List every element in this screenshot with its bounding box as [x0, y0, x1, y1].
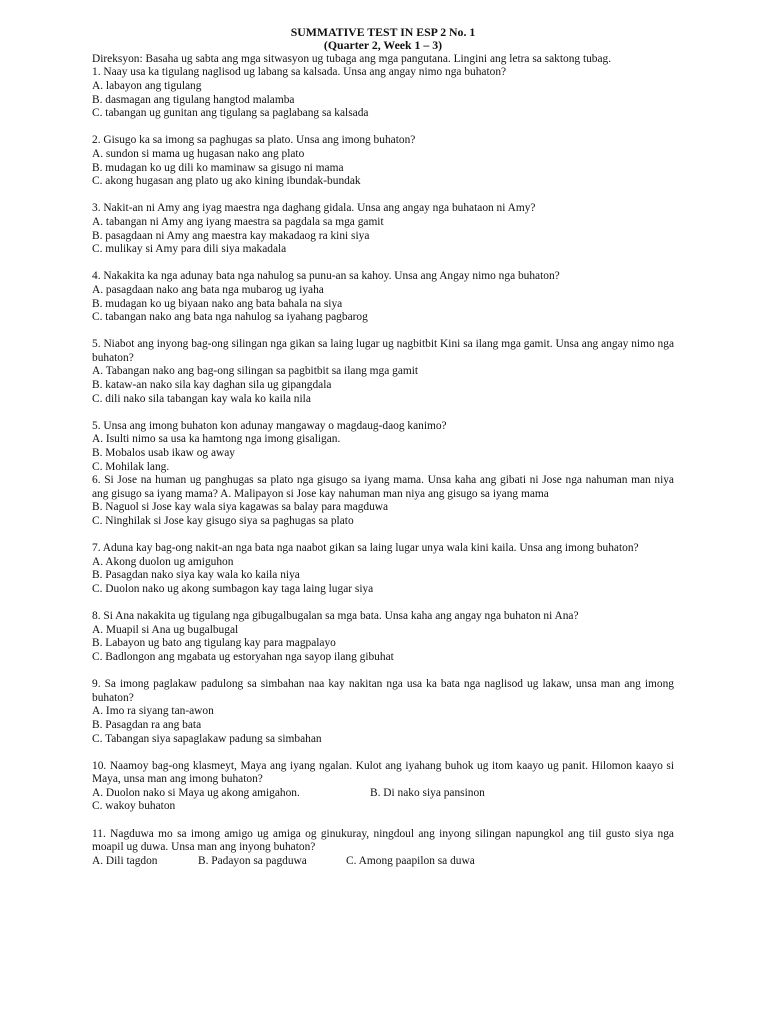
option-b: B. mudagan ko ug dili ko maminaw sa gisugo ni mama [92, 161, 344, 174]
question-11 [92, 828, 674, 869]
option-b: B. Pasagdan nako siya kay wala ko kaila niya [92, 569, 300, 582]
option-row [92, 855, 674, 869]
option-a: A. Isulti nimo sa usa ka hamtong nga imong gisaligan. [92, 433, 341, 446]
option-c: C. tabangan ug gunitan ang tigulang sa paglabang sa kalsada [92, 107, 369, 120]
option-b: B. Di nako siya pansinon [370, 786, 485, 799]
question-7 [92, 542, 674, 596]
question-9 [92, 678, 674, 746]
option-c: C. Among paapilon sa duwa [346, 854, 475, 867]
option-c: C. wakoy buhaton [92, 800, 176, 813]
option-c: C. Mohilak lang. [92, 460, 170, 473]
option-c: C. mulikay si Amy para dili siya makadala [92, 243, 287, 256]
question-6 [92, 474, 674, 528]
question-stem: 1. Naay usa ka tigulang naglisod ug labang sa kalsada. Unsa ang angay nimo nga buhaton? [92, 66, 507, 79]
option-b: B. Naguol si Jose kay wala siya kagawas sa balay para magduwa [92, 501, 389, 514]
question-stem: 5. Unsa ang imong buhaton kon adunay mangaway o magdaug-daog kanimo? [92, 419, 447, 432]
option-c: C. dili nako sila tabangan kay wala ko kaila nila [92, 392, 311, 405]
test-title: SUMMATIVE TEST IN ESP 2 No. 1 [290, 25, 476, 39]
option-c: C. Badlongon ang mgabata ug estoryahan nga sayop ilang gibuhat [92, 650, 394, 663]
option-a: A. Tabangan nako ang bag-ong silingan sa pagbitbit sa ilang mga gamit [92, 365, 419, 378]
option-a: A. sundon si mama ug hugasan nako ang plato [92, 147, 305, 160]
option-b: B. Pasagdan ra ang bata [92, 718, 202, 731]
option-c: C. Ninghilak si Jose kay gisugo siya sa paghugas sa plato [92, 515, 354, 527]
option-b: B. dasmagan ang tigulang hangtod malamba [92, 93, 295, 106]
option-b: B. Labayon ug bato ang tigulang kay para magpalayo [92, 637, 336, 650]
question-3 [92, 202, 674, 256]
question-stem: 6. Si Jose na human ug panghugas sa plato nga gisugo sa iyang mama. Unsa kaha ang gibati ni Jose nga nahuman man niya ang gisugo sa iyang mama? A. Malipayon si Jose kay nahuman man niya ang gisugo sa iyang mama [92, 474, 674, 500]
option-a: A. labayon ang tigulang [92, 80, 202, 92]
directions: Direksyon: Basaha ug sabta ang mga sitwasyon ug tubaga ang mga pangutana. Lingini ang letra sa saktong tubag. [92, 52, 612, 65]
option-a: A. Akong duolon ug amiguhon [92, 555, 234, 568]
option-b: B. Padayon sa pagduwa [198, 854, 307, 867]
option-b: B. mudagan ko ug biyaan nako ang bata bahala na siya [92, 297, 343, 310]
option-a: A. Imo ra siyang tan-awon [92, 705, 214, 718]
question-stem: 9. Sa imong paglakaw padulong sa simbahan naa kay nakitan nga usa ka bata nga naglisod ug lakaw, unsa man ang imong buhaton? [92, 678, 674, 704]
question-stem: 8. Si Ana nakakita ug tigulang nga gibugalbugalan sa mga bata. Unsa kaha ang angay nga buhaton ni Ana? [92, 610, 579, 623]
option-c: C. Duolon nako ug akong sumbagon kay taga laing lugar siya [92, 582, 374, 595]
option-row [92, 787, 674, 801]
question-8 [92, 610, 674, 664]
option-a: A. Duolon nako si Maya ug akong amigahon. [92, 786, 300, 799]
option-c: C. akong hugasan ang plato ug ako kining ibundak-bundak [92, 175, 361, 188]
option-a: A. Dili tagdon [92, 854, 158, 867]
question-2 [92, 134, 674, 188]
test-subtitle: (Quarter 2, Week 1 – 3) [323, 38, 443, 53]
option-c: C. tabangan nako ang bata nga nahulog sa iyahang pagbarog [92, 311, 368, 324]
option-a: A. pasagdaan nako ang bata nga mubarog ug iyaha [92, 283, 324, 296]
option-a: A. tabangan ni Amy ang iyang maestra sa pagdala sa mga gamit [92, 215, 384, 228]
question-stem: 10. Naamoy bag-ong klasmeyt, Maya ang iyang ngalan. Kulot ang iyahang buhok ug itom kaayo ug panit. Hilomon kaayo si Maya, unsa man ang imong buhaton? [92, 759, 674, 786]
question-5b [92, 420, 674, 474]
option-c: C. Tabangan siya sapaglakaw padung sa simbahan [92, 732, 322, 745]
option-b: B. kataw-an nako sila kay daghan sila ug gipangdala [92, 379, 332, 392]
question-stem: 3. Nakit-an ni Amy ang iyag maestra nga daghang gidala. Unsa ang angay nga buhataon ni Amy? [92, 202, 536, 215]
option-b: B. Mobalos usab ikaw og away [92, 447, 235, 460]
question-stem: 2. Gisugo ka sa imong sa paghugas sa plato. Unsa ang imong buhaton? [92, 134, 416, 147]
option-a: A. Muapil si Ana ug bugalbugal [92, 623, 239, 636]
question-1 [92, 66, 674, 120]
question-stem: 7. Aduna kay bag-ong nakit-an nga bata nga naabot gikan sa laing lugar unya wala kini kaila. Unsa ang imong buhaton? [92, 542, 639, 555]
option-b: B. pasagdaan ni Amy ang maestra kay makadaog ra kini siya [92, 229, 370, 242]
question-4 [92, 270, 674, 324]
question-stem: 4. Nakakita ka nga adunay bata nga nahulog sa punu-an sa kahoy. Unsa ang Angay nimo nga buhaton? [92, 270, 560, 283]
question-stem: 11. Nagduwa mo sa imong amigo ug amiga og ginukuray, ningdoul ang inyong silingan napungkol ang tiil gusto siya nga moapil ug duwa. Unsa man ang inyong buhaton? [92, 827, 674, 854]
question-10 [92, 760, 674, 814]
question-5 [92, 338, 674, 406]
question-stem: 5. Niabot ang inyong bag-ong silingan nga gikan sa laing lugar ug nagbitbit Kini sa ilang mga gamit. Unsa ang angay nimo nga buhaton? [92, 338, 674, 364]
